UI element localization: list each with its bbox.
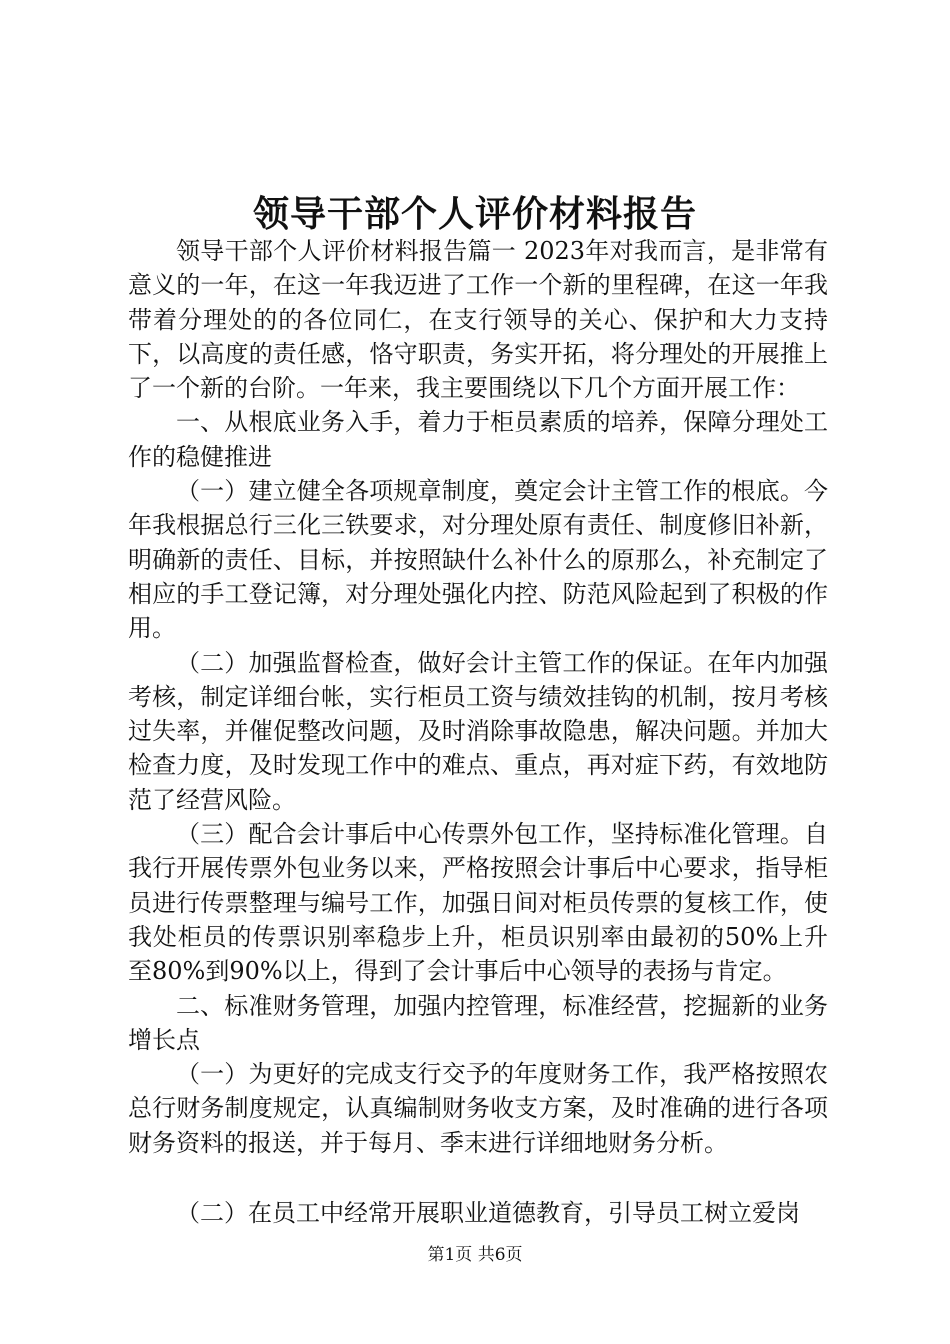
paragraph-1-3: （三）配合会计事后中心传票外包工作，坚持标准化管理。自我行开展传票外包业务以来，严格按照会计事后中心要求，指导柜员进行传票整理与编号工作，加强日间对柜员传票的复核工作，使我处柜员的传票识别率稳步上升，柜员识别率由最初的50%上升至80%到90%以上，得到了会计事后中心领导的表扬与肯定。 (128, 820, 828, 986)
section-heading-1: 一、从根底业务入手，着力于柜员素质的培养，保障分理处工作的稳健推进 (128, 408, 828, 471)
paragraph-2-1: （一）为更好的完成支行交予的年度财务工作，我严格按照农总行财务制度规定，认真编制财务收支方案，及时准确的进行各项财务资料的报送，并于每月、季末进行详细地财务分析。 (128, 1060, 828, 1157)
section-heading-2: 二、标准财务管理，加强内控管理，标准经营，挖掘新的业务增长点 (128, 991, 828, 1054)
document-title: 领导干部个人评价材料报告 (252, 193, 697, 235)
paragraph-2-2: （二）在员工中经常开展职业道德教育，引导员工树立爱岗 (176, 1199, 800, 1228)
page-number-footer: 第1页 共6页 (427, 1245, 523, 1265)
paragraph-1-1: （一）建立健全各项规章制度，奠定会计主管工作的根底。今年我根据总行三化三铁要求，对分理处原有责任、制度修旧补新，明确新的责任、目标，并按照缺什么补什么的原那么，补充制定了相应的手工登记簿，对分理处强化内控、防范风险起到了积极的作用。 (128, 477, 828, 643)
paragraph-1-2: （二）加强监督检查，做好会计主管工作的保证。在年内加强考核，制定详细台帐，实行柜员工资与绩效挂钩的机制，按月考核过失率，并催促整改问题，及时消除事故隐患，解决问题。并加大检查力度，及时发现工作中的难点、重点，再对症下药，有效地防范了经营风险。 (128, 648, 828, 814)
document-body (128, 234, 828, 1230)
paragraph-intro: 领导干部个人评价材料报告篇一 2023年对我而言，是非常有意义的一年，在这一年我迈进了工作一个新的里程碑，在这一年我带着分理处的的各位同仁，在支行领导的关心、保护和大力支持下，以高度的责任感，恪守职责，务实开拓，将分理处的开展推上了一个新的台阶。一年来，我主要围绕以下几个方面开展工作： (128, 237, 828, 403)
